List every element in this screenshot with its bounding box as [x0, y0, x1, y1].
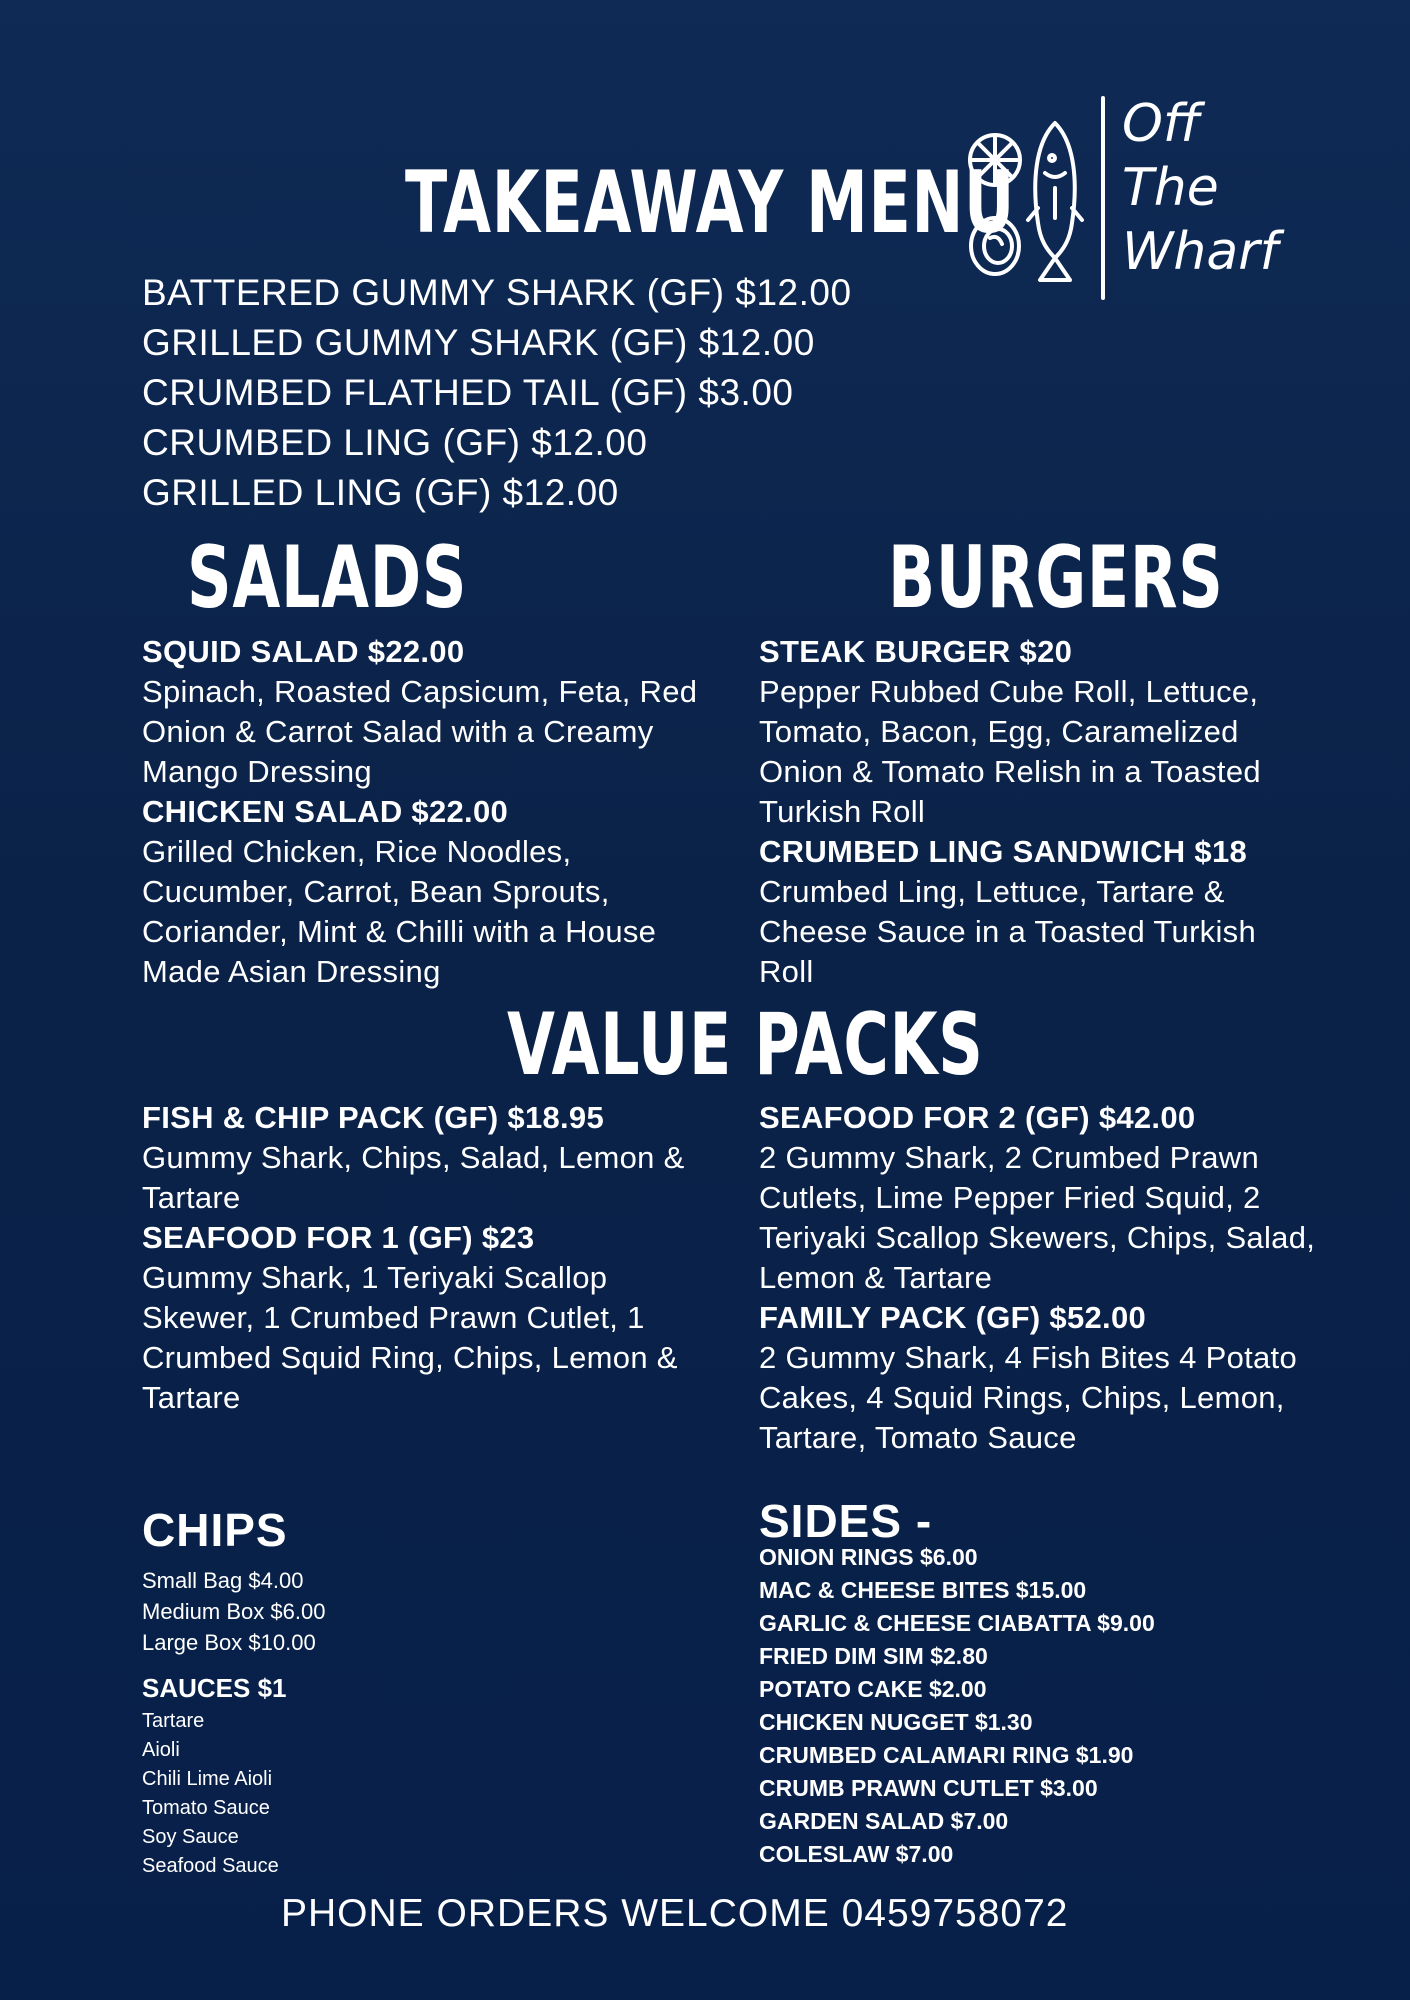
item-title: FAMILY PACK (GF) $52.00 [759, 1300, 1147, 1335]
page-title: TAKEAWAY MENU [405, 153, 1016, 253]
burgers-section [759, 632, 1319, 992]
list-item: CRUMBED FLATHED TAIL (GF) $3.00 [142, 372, 794, 413]
list-item: Tartare [142, 1710, 205, 1732]
chips-list [142, 1565, 325, 1658]
list-item: GARLIC & CHEESE CIABATTA $9.00 [759, 1610, 1155, 1636]
list-item: CRUMBED LING (GF) $12.00 [142, 422, 648, 463]
sides-heading: SIDES - [759, 1495, 933, 1547]
item-title: SEAFOOD FOR 2 (GF) $42.00 [759, 1100, 1196, 1135]
item-title: CRUMBED LING SANDWICH $18 [759, 834, 1248, 869]
item-description: 2 Gummy Shark, 2 Crumbed Prawn Cutlets, Lime Pepper Fried Squid, 2 Teriyaki Scallop Skewers, Chips, Salad, Lemon & Tartare [759, 1140, 1316, 1295]
item-description: Gummy Shark, Chips, Salad, Lemon & Tartare [142, 1140, 685, 1215]
fish-list [142, 268, 852, 518]
list-item: Soy Sauce [142, 1826, 239, 1848]
item-description: Crumbed Ling, Lettuce, Tartare & Cheese Sauce in a Toasted Turkish Roll [759, 874, 1257, 989]
sides-list [759, 1541, 1155, 1871]
value-packs-left [142, 1098, 722, 1418]
list-item: GARDEN SALAD $7.00 [759, 1808, 1009, 1834]
item-title: CHICKEN SALAD $22.00 [142, 794, 509, 829]
logo-word: Off [1122, 94, 1201, 154]
item-title: FISH & CHIP PACK (GF) $18.95 [142, 1100, 605, 1135]
burgers-heading: BURGERS [888, 528, 1224, 628]
item-title: SQUID SALAD $22.00 [142, 634, 465, 669]
item-title: SEAFOOD FOR 1 (GF) $23 [142, 1220, 535, 1255]
phone-orders-footer: PHONE ORDERS WELCOME 0459758072 [281, 1892, 1069, 1935]
list-item: FRIED DIM SIM $2.80 [759, 1643, 988, 1669]
list-item: BATTERED GUMMY SHARK (GF) $12.00 [142, 272, 852, 313]
sauces-heading: SAUCES $1 [142, 1673, 287, 1703]
logo-wordmark [1122, 92, 1278, 284]
list-item: GRILLED GUMMY SHARK (GF) $12.00 [142, 322, 815, 363]
item-description: Grilled Chicken, Rice Noodles, Cucumber, Carrot, Bean Sprouts, Coriander, Mint & Chilli with a House Made Asian Dressing [142, 834, 657, 989]
list-item: Aioli [142, 1739, 180, 1761]
logo [960, 88, 1320, 308]
shell-icon [971, 218, 1019, 274]
list-item: Tomato Sauce [142, 1797, 270, 1819]
list-item: Small Bag $4.00 [142, 1568, 304, 1593]
value-packs-heading: VALUE PACKS [507, 995, 984, 1095]
list-item: POTATO CAKE $2.00 [759, 1676, 987, 1702]
logo-word: The [1122, 158, 1219, 218]
logo-word: Wharf [1122, 222, 1278, 282]
list-item: ONION RINGS $6.00 [759, 1544, 978, 1570]
salads-section [142, 632, 702, 992]
item-description: Gummy Shark, 1 Teriyaki Scallop Skewer, 1 Crumbed Prawn Cutlet, 1 Crumbed Squid Ring, Chips, Lemon & Tartare [142, 1260, 678, 1415]
list-item: CHICKEN NUGGET $1.30 [759, 1709, 1033, 1735]
item-description: Spinach, Roasted Capsicum, Feta, Red Onion & Carrot Salad with a Creamy Mango Dressing [142, 674, 698, 789]
list-item: CRUMB PRAWN CUTLET $3.00 [759, 1775, 1098, 1801]
list-item: CRUMBED CALAMARI RING $1.90 [759, 1742, 1134, 1768]
list-item: GRILLED LING (GF) $12.00 [142, 472, 619, 513]
salads-heading: SALADS [187, 528, 468, 628]
list-item: COLESLAW $7.00 [759, 1841, 954, 1867]
item-title: STEAK BURGER $20 [759, 634, 1073, 669]
sauces-list [142, 1707, 279, 1881]
list-item: Chili Lime Aioli [142, 1768, 273, 1790]
item-description: 2 Gummy Shark, 4 Fish Bites 4 Potato Cakes, 4 Squid Rings, Chips, Lemon, Tartare, Tomato Sauce [759, 1340, 1298, 1455]
item-description: Pepper Rubbed Cube Roll, Lettuce, Tomato, Bacon, Egg, Caramelized Onion & Tomato Relish in a Toasted Turkish Roll [759, 674, 1261, 829]
value-packs-right [759, 1098, 1339, 1458]
lemon-slice-icon [970, 135, 1020, 185]
list-item: Large Box $10.00 [142, 1630, 316, 1655]
list-item: Seafood Sauce [142, 1855, 279, 1877]
list-item: MAC & CHEESE BITES $15.00 [759, 1577, 1087, 1603]
fish-icon [1028, 123, 1082, 280]
list-item: Medium Box $6.00 [142, 1599, 326, 1624]
chips-heading: CHIPS [142, 1504, 288, 1556]
